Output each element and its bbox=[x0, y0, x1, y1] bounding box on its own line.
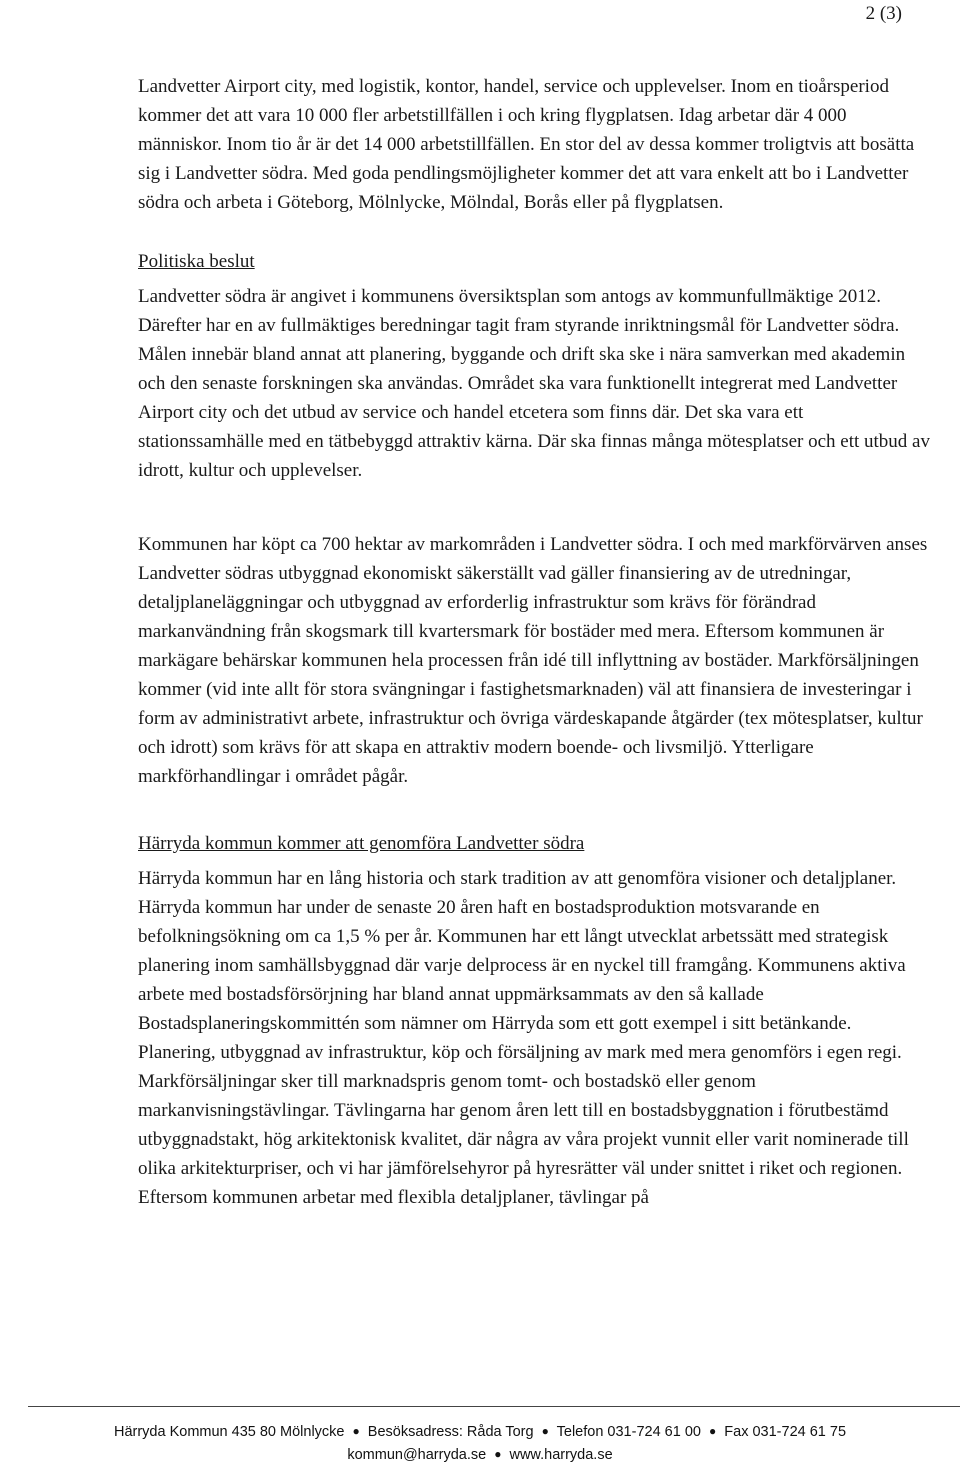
bullet-icon: ● bbox=[352, 1424, 360, 1438]
footer-divider bbox=[28, 1406, 960, 1407]
footer bbox=[0, 1420, 960, 1466]
footer-email-link[interactable]: kommun@harryda.se bbox=[347, 1447, 487, 1463]
footer-web-link[interactable]: www.harryda.se bbox=[509, 1447, 613, 1463]
heading-genomfora: Härryda kommun kommer att genomföra Landvetter södra bbox=[138, 833, 585, 854]
footer-line-2 bbox=[0, 1443, 960, 1466]
footer-visit: Besöksadress: Råda Torg bbox=[367, 1424, 534, 1440]
document-body bbox=[138, 72, 930, 1212]
footer-org: Härryda Kommun 435 80 Mölnlycke bbox=[113, 1424, 345, 1440]
paragraph-airport-city: Landvetter Airport city, med logistik, kontor, handel, service och upplevelser. Inom en tioårsperiod kommer det att vara 10 000 fler arbetstillfällen i och kring flygplatsen. Idag arbetar där 4 000 människor. Inom tio år är det 14 000 arbetstillfällen. En stor del av dessa kommer troligtvis att bosätta sig i Landvetter södra. Med goda pendlingsmöjligheter kommer det att vara enkelt att bo i Landvetter södra och arbeta i Göteborg, Mölnlycke, Mölndal, Borås eller på flygplatsen. bbox=[138, 76, 915, 213]
paragraph-markforvarv: Kommunen har köpt ca 700 hektar av markområden i Landvetter södra. I och med markförvärven anses Landvetter södras utbyggnad ekonomiskt säkerställt vad gäller finansiering av de utredningar, detaljplaneläggningar och utbyggnad av erforderlig infrastruktur som krävs för förändrad markanvändning från skogsmark till kvartersmark för bostäder med mera. Eftersom kommunen är markägare behärskar kommunen hela processen från idé till inflyttning av bostäder. Markförsäljningen kommer (vid inte allt för stora svängningar i fastighetsmarknaden) väl att finansiera de investeringar i form av administrativt arbete, infrastruktur och övriga värdeskapande åtgärder (tex mötesplatser, kultur och idrott) som krävs för att skapa en attraktiv modern boende- och livsmiljö. Ytterligare markförhandlingar i området pågår. bbox=[138, 534, 928, 787]
paragraph-historia: Härryda kommun har en lång historia och stark tradition av att genomföra visioner och detaljplaner. Härryda kommun har under de senaste 20 åren haft en bostadsproduktion motsvarande en befolkningsökning om ca 1,5 % per år. Kommunen har ett långt utvecklat arbetssätt med strategisk planering inom samhällsbyggnad där varje delprocess är en nyckel till framgång. Kommunens aktiva arbete med bostadsförsörjning har bland annat uppmärksammats av den så kallade Bostadsplaneringskommittén som nämner om Härryda som ett gott exempel i sitt betänkande. Planering, utbyggnad av infrastruktur, köp och försäljning av mark med mera genomförs i egen regi. Markförsäljningar sker till marknadspris genom tomt- och bostadskö eller genom markanvisningstävlingar. Tävlingarna har genom åren lett till en bostadsbyggnation i förutbestämd utbyggnadstakt, hög arkitektonisk kvalitet, där några av våra projekt vunnit eller varit nominerade till olika arkitekturpriser, och vi har jämförelsehyror på hyresrätter väl under snittet i riket och regionen. Eftersom kommunen arbetar med flexibla detaljplaner, tävlingar på bbox=[138, 868, 909, 1208]
heading-politiska-beslut: Politiska beslut bbox=[138, 251, 255, 272]
footer-phone: Telefon 031-724 61 00 bbox=[556, 1424, 701, 1440]
footer-line-1 bbox=[0, 1420, 960, 1443]
bullet-icon: ● bbox=[494, 1447, 502, 1461]
page-number: 2 (3) bbox=[865, 3, 902, 24]
bullet-icon: ● bbox=[709, 1424, 717, 1438]
paragraph-politiska-beslut: Landvetter södra är angivet i kommunens översiktsplan som antogs av kommunfullmäktige 2012. Därefter har en av fullmäktiges beredningar tagit fram styrande inriktningsmål för Landvetter södra. Målen innebär bland annat att planering, byggande och drift ska ske i nära samverkan med akademin och den senaste forskningen ska användas. Området ska vara funktionellt integrerat med Landvetter Airport city och det utbud av service och handel etcetera som finns där. Det ska vara ett stationssamhälle med en tätbebyggd attraktiv kärna. Där ska finnas många mötesplatser och ett utbud av idrott, kultur och upplevelser. bbox=[138, 286, 930, 481]
footer-fax: Fax 031-724 61 75 bbox=[724, 1424, 847, 1440]
bullet-icon: ● bbox=[541, 1424, 549, 1438]
